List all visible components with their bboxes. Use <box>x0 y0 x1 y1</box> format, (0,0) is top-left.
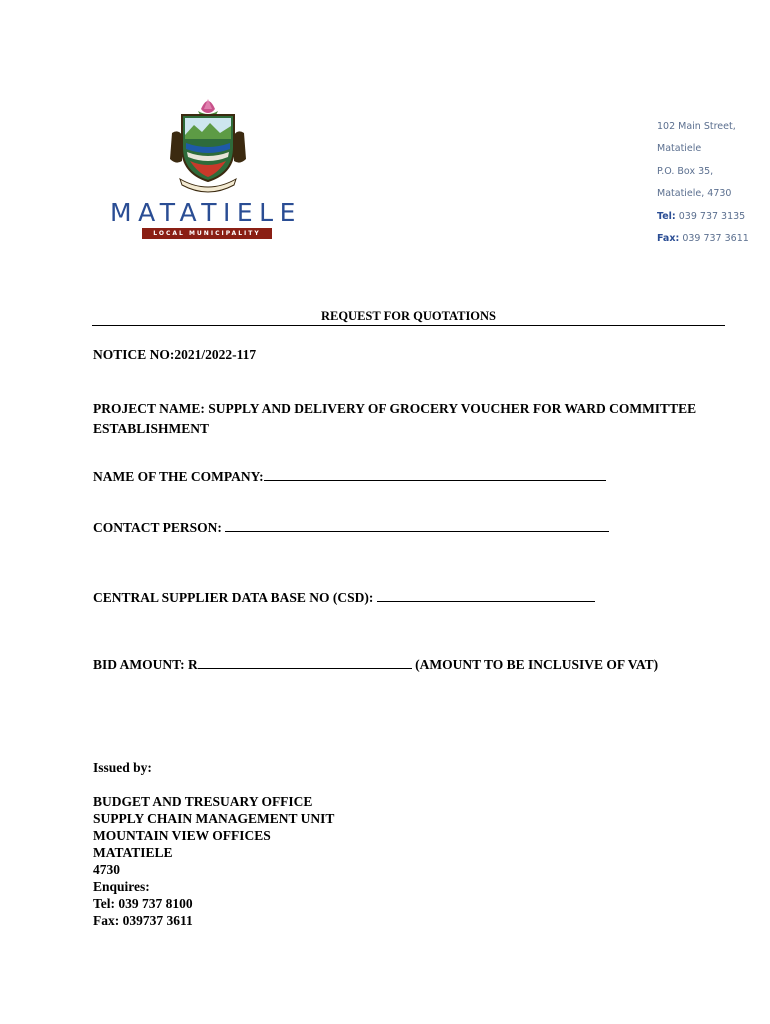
address-line: Matatiele <box>657 143 702 155</box>
csd-field <box>93 589 595 606</box>
issuer-line: Tel: 039 737 8100 <box>93 896 193 911</box>
issuer-line: BUDGET AND TRESUARY OFFICE <box>93 794 313 809</box>
bid-label: BID AMOUNT: R <box>93 657 198 672</box>
company-blank[interactable] <box>264 468 606 481</box>
issuer-line: Enquires: <box>93 879 150 894</box>
brand-name: MATATIELE <box>110 198 302 227</box>
address-line: 102 Main Street, <box>657 121 736 132</box>
issuer-line: Fax: 039737 3611 <box>93 913 193 928</box>
company-field <box>93 468 606 485</box>
issuer-line: SUPPLY CHAIN MANAGEMENT UNIT <box>93 811 335 826</box>
notice-number: NOTICE NO:2021/2022-117 <box>93 347 257 362</box>
fax-value: 039 737 3611 <box>682 232 749 244</box>
issuer-line: 4730 <box>93 862 120 877</box>
bid-note: (AMOUNT TO BE INCLUSIVE OF VAT) <box>415 657 659 672</box>
issuer-line: MATATIELE <box>93 845 173 860</box>
tel-line <box>657 211 749 233</box>
document-title: REQUEST FOR QUOTATIONS <box>320 309 497 323</box>
fax-label: Fax: <box>657 232 680 244</box>
bid-blank[interactable] <box>198 656 412 669</box>
title-divider <box>92 325 725 326</box>
issuer-block <box>93 793 334 929</box>
bid-field <box>93 656 658 673</box>
address-line: Matatiele, 4730 <box>657 188 732 200</box>
tel-value: 039 737 3135 <box>678 210 746 222</box>
fax-line <box>657 233 749 255</box>
csd-blank[interactable] <box>377 589 595 602</box>
contact-field <box>93 519 609 536</box>
csd-label: CENTRAL SUPPLIER DATA BASE NO (CSD): <box>93 590 374 605</box>
issued-by-label: Issued by: <box>93 760 152 775</box>
contact-blank[interactable] <box>225 519 609 532</box>
brand-subtitle: LOCAL MUNICIPALITY <box>142 228 272 239</box>
address-line: P.O. Box 35, <box>657 165 714 177</box>
contact-label: CONTACT PERSON: <box>93 520 222 535</box>
tel-label: Tel: <box>657 210 676 222</box>
address-block <box>657 121 749 255</box>
issuer-line: MOUNTAIN VIEW OFFICES <box>93 828 271 843</box>
company-label: NAME OF THE COMPANY: <box>93 469 264 484</box>
municipality-logo <box>104 95 309 245</box>
project-name: PROJECT NAME: SUPPLY AND DELIVERY OF GROCERY VOUCHER FOR WARD COMMITTEE ESTABLISHMENT <box>93 401 697 436</box>
coat-of-arms-icon <box>168 95 248 193</box>
